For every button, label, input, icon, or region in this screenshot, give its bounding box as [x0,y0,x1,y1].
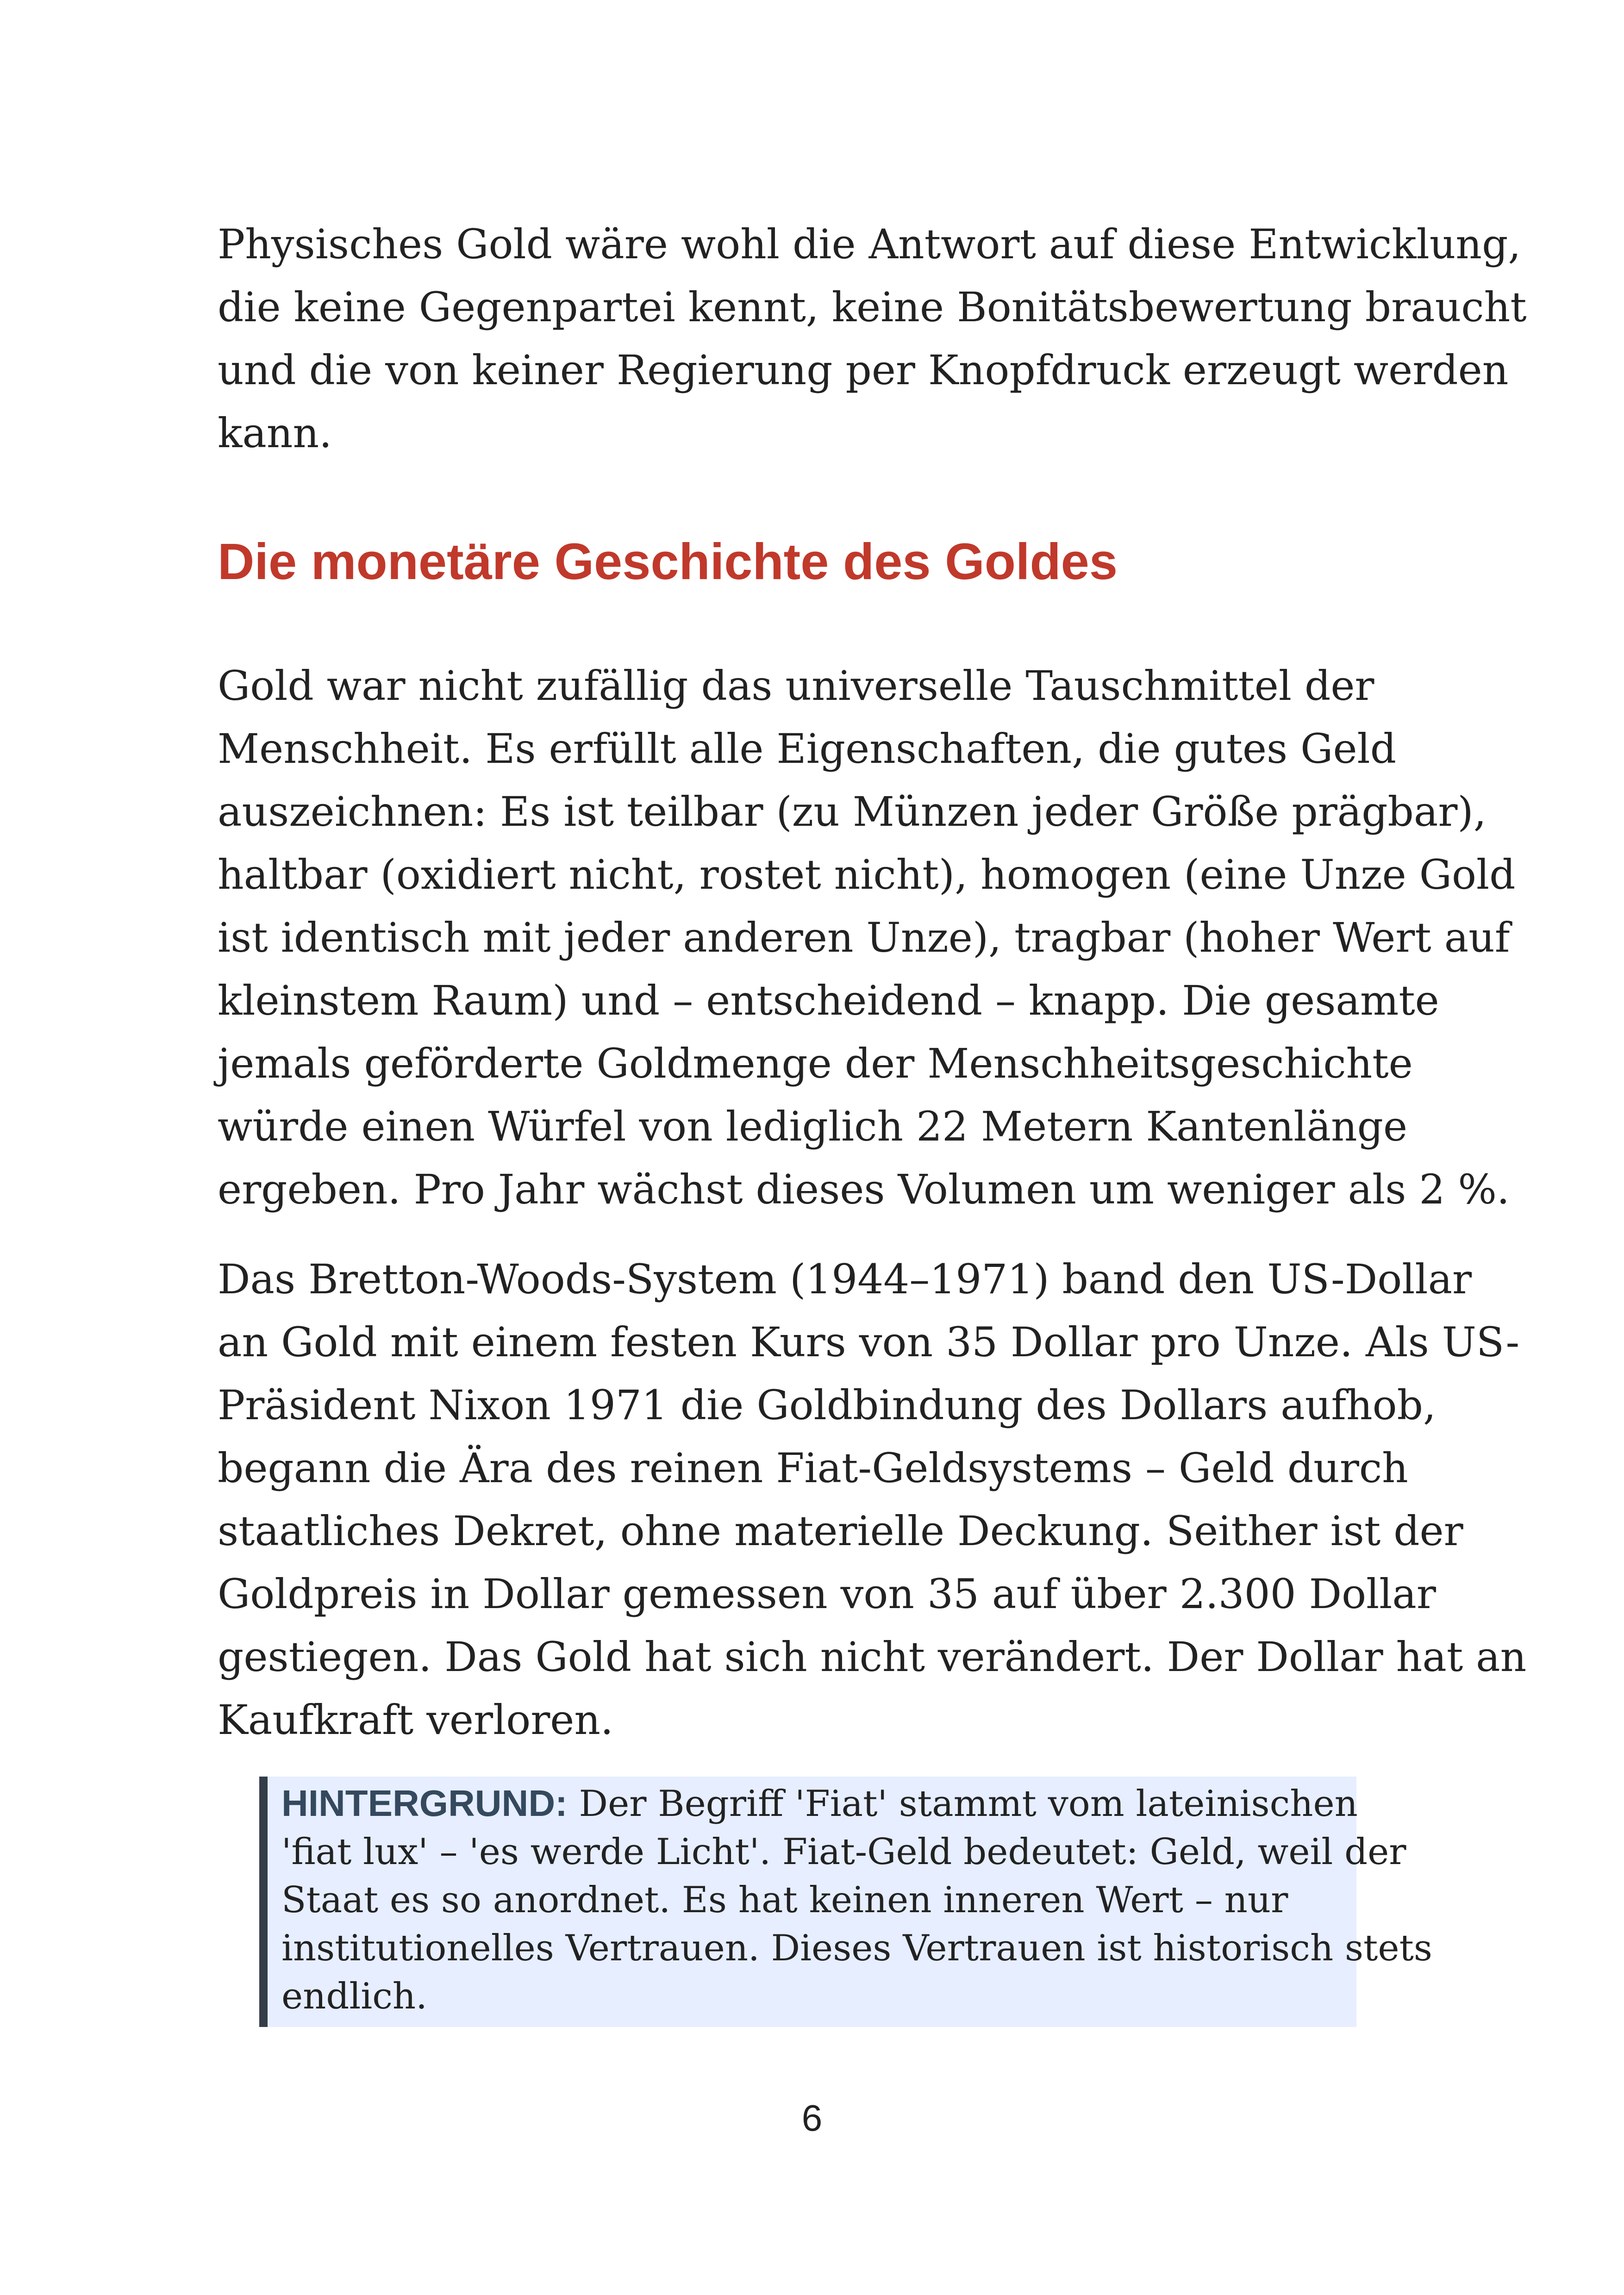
gold-paragraph [218,655,1516,1221]
callout-label: HINTERGRUND: [281,1783,568,1824]
text-line: Präsident Nixon 1971 die Goldbindung des Dollars aufhob, [218,1381,1436,1429]
text-line: würde einen Würfel von lediglich 22 Metern Kantenlänge [218,1103,1408,1150]
page-number: 6 [801,2097,823,2139]
text-line: kann. [218,409,332,457]
background-callout [259,1777,1432,2027]
callout-first-line-text: Der Begriff 'Fiat' stammt vom lateinischen [567,1783,1358,1825]
callout-text [281,1779,1432,2021]
section-heading: Die monetäre Geschichte des Goldes [218,533,1118,590]
text-line: kleinstem Raum) und – entscheidend – knapp. Die gesamte [218,977,1439,1024]
callout-line: 'fiat lux' – 'es werde Licht'. Fiat-Geld bedeutet: Geld, weil der [281,1831,1406,1873]
intro-paragraph [218,213,1527,465]
text-line: an Gold mit einem festen Kurs von 35 Dollar pro Unze. Als US- [218,1318,1520,1366]
text-line: ergeben. Pro Jahr wächst dieses Volumen um weniger als 2 %. [218,1166,1510,1213]
callout-line: institutionelles Vertrauen. Dieses Vertrauen ist historisch stets [281,1927,1432,1969]
text-line: ist identisch mit jeder anderen Unze), tragbar (hoher Wert auf [218,914,1510,961]
callout-line: Staat es so anordnet. Es hat keinen inneren Wert – nur [281,1879,1288,1921]
text-line: jemals geförderte Goldmenge der Menschheitsgeschichte [218,1040,1413,1087]
text-line: die keine Gegenpartei kennt, keine Bonitätsbewertung braucht [218,283,1527,331]
text-line: begann die Ära des reinen Fiat-Geldsystems – Geld durch [218,1444,1408,1492]
callout-line: endlich. [281,1976,427,2017]
text-line: Gold war nicht zufällig das universelle Tauschmittel der [218,662,1374,710]
text-line: Physisches Gold wäre wohl die Antwort auf diese Entwicklung, [218,220,1521,268]
text-line: Das Bretton-Woods-System (1944–1971) band den US-Dollar [218,1255,1472,1303]
text-line: haltbar (oxidiert nicht, rostet nicht), homogen (eine Unze Gold [218,851,1516,898]
callout-first-line [281,1779,1356,1828]
text-line: Goldpreis in Dollar gemessen von 35 auf über 2.300 Dollar [218,1570,1436,1618]
text-line: gestiegen. Das Gold hat sich nicht verändert. Der Dollar hat an [218,1633,1527,1681]
text-line: Menschheit. Es erfüllt alle Eigenschaften, die gutes Geld [218,725,1397,773]
document-page [218,213,1527,1752]
text-line: auszeichnen: Es ist teilbar (zu Münzen jeder Größe prägbar), [218,788,1487,836]
text-line: Kaufkraft verloren. [218,1696,613,1744]
text-line: staatliches Dekret, ohne materielle Deckung. Seither ist der [218,1507,1463,1555]
text-line: und die von keiner Regierung per Knopfdruck erzeugt werden [218,346,1509,394]
bretton-woods-paragraph [218,1248,1527,1752]
